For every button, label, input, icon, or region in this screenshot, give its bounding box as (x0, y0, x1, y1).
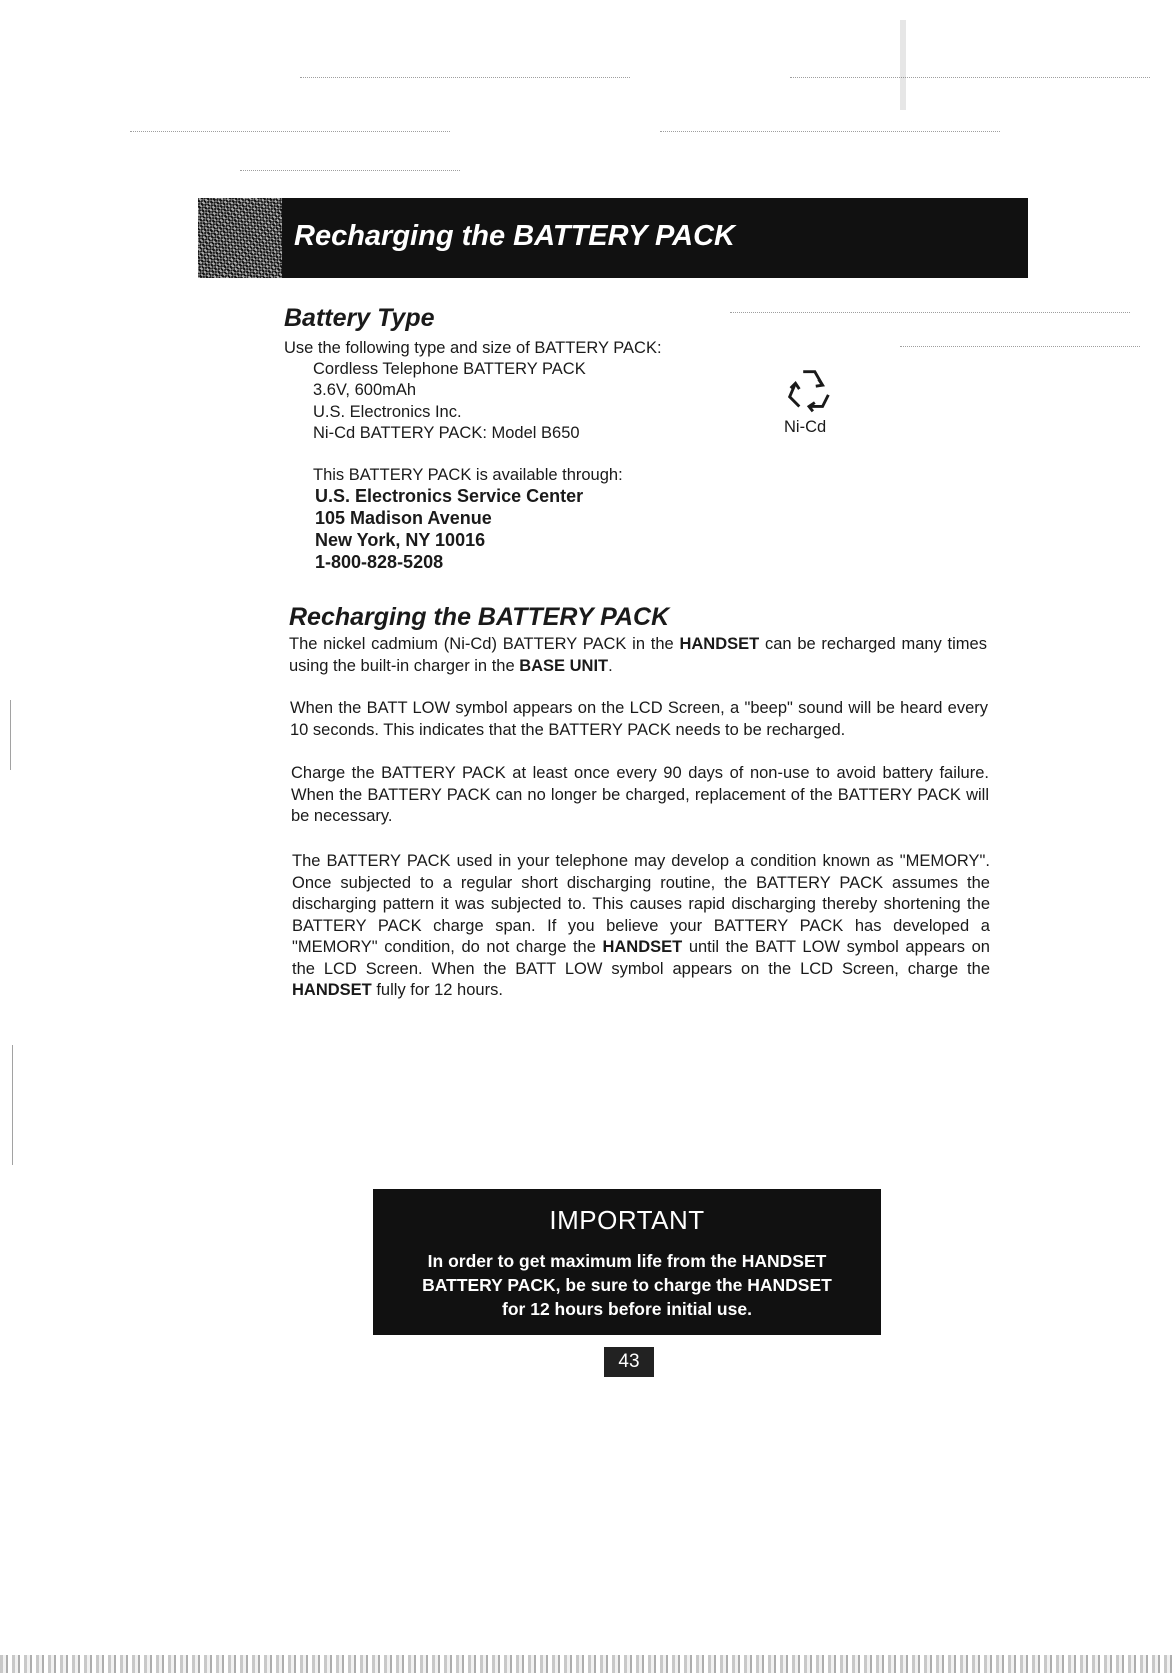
scan-noise (730, 312, 1130, 313)
paragraph-bold-text: BASE UNIT (519, 656, 609, 675)
battery-spec-line: Cordless Telephone BATTERY PACK (313, 360, 586, 378)
recharging-paragraph-3: Charge the BATTERY PACK at least once every 90 days of non-use to avoid battery failure. When the BATTERY PACK can no longer be charged, replacement of the BATTERY PACK will be necessary. (291, 764, 989, 825)
paragraph-text: The nickel cadmium (Ni-Cd) BATTERY PACK in the (289, 635, 680, 653)
header-texture (198, 198, 282, 278)
header-banner (198, 198, 1028, 278)
recharging-heading: Recharging the BATTERY PACK (289, 603, 670, 631)
page-number: 43 (604, 1347, 654, 1377)
available-through: This BATTERY PACK is available through: (313, 466, 623, 484)
scan-noise (240, 170, 460, 171)
scan-noise (130, 131, 450, 132)
paragraph-text: until the BATT LOW symbol appears on the LCD Screen. When the BATT LOW symbol appears on the LCD Screen, charge the (292, 938, 990, 978)
paragraph-bold-text: HANDSET (602, 938, 683, 956)
important-line: In order to get maximum life from the HANDSET (427, 1251, 827, 1271)
paragraph-text: fully for 12 hours. (371, 981, 503, 999)
battery-type-intro: Use the following type and size of BATTERY PACK: (284, 339, 662, 357)
recycle-icon (780, 362, 838, 420)
important-title: IMPORTANT (549, 1205, 705, 1235)
important-notice (373, 1189, 881, 1335)
battery-spec-line: U.S. Electronics Inc. (313, 403, 462, 421)
scan-noise (790, 77, 1150, 78)
service-center-street: 105 Madison Avenue (315, 508, 492, 528)
service-center-city: New York, NY 10016 (315, 530, 486, 550)
recycle-label: Ni-Cd (784, 418, 827, 436)
paragraph-text: can be recharged many times using the built-in charger in the (289, 635, 987, 675)
paragraph-text: . (608, 656, 613, 675)
page-title: Recharging the BATTERY PACK (294, 220, 735, 252)
scan-noise (10, 700, 11, 770)
scan-edge (0, 1655, 1176, 1673)
battery-spec-line: 3.6V, 600mAh (313, 381, 417, 399)
service-center-phone: 1-800-828-5208 (315, 552, 444, 572)
scan-noise (300, 77, 630, 78)
paragraph-text: The BATTERY PACK used in your telephone may develop a condition known as "MEMORY". Once subjected to a regular short discharging routine, the BATTERY PACK assumes the discharging pattern it was subjected to. This causes rapid discharging thereby shortening the BATTERY PACK charge span. If you believe your BATTERY PACK has developed a "MEMORY" condition, do not charge the (292, 852, 990, 956)
battery-type-heading: Battery Type (284, 304, 435, 332)
recharging-paragraph-4 (292, 851, 990, 1002)
service-center-name: U.S. Electronics Service Center (315, 486, 584, 506)
recharging-paragraph-2: When the BATT LOW symbol appears on the LCD Screen, a "beep" sound will be heard every 10 seconds. This indicates that the BATTERY PACK needs to be recharged. (290, 699, 988, 739)
recharging-paragraph-1 (289, 634, 987, 677)
paragraph-bold-text: HANDSET (292, 981, 372, 999)
scan-noise (900, 346, 1140, 347)
important-line: for 12 hours before initial use. (502, 1299, 752, 1319)
scan-noise (12, 1045, 13, 1165)
paragraph-bold-text: HANDSET (679, 635, 760, 653)
scan-noise (900, 20, 906, 110)
battery-spec-line: Ni-Cd BATTERY PACK: Model B650 (313, 424, 580, 442)
important-line: BATTERY PACK, be sure to charge the HANDSET (422, 1275, 832, 1295)
scan-noise (660, 131, 1000, 132)
